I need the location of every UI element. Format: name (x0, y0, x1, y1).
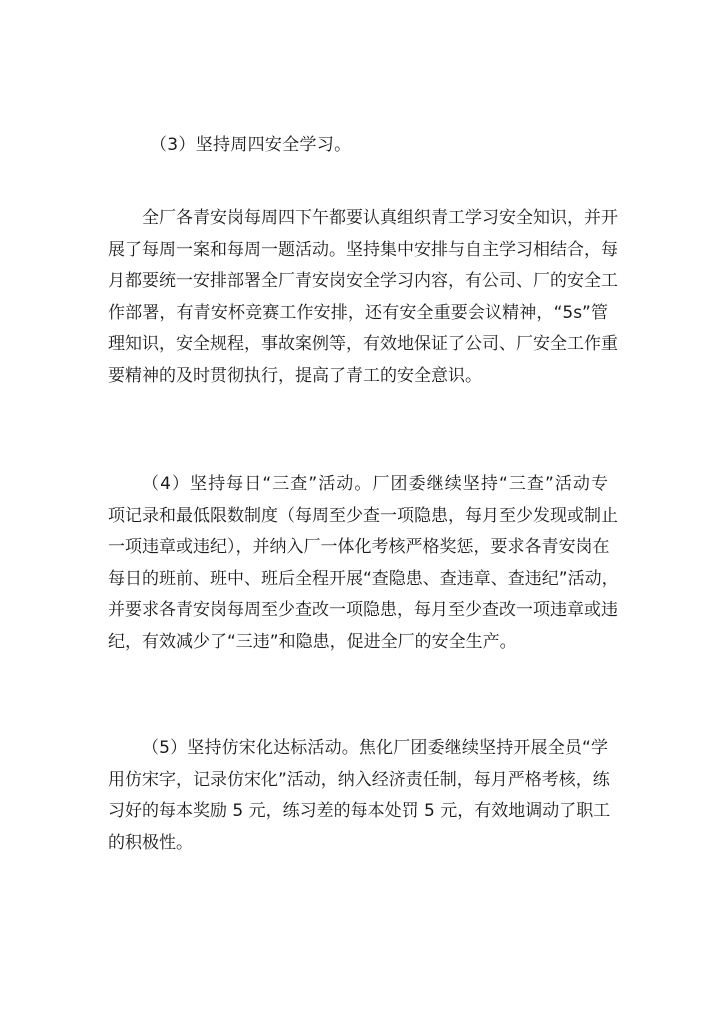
paragraph-line: 展了每周一案和每周一题活动。坚持集中安排与自主学习相结合，每 (108, 239, 618, 260)
section-3-heading: （3）坚持周四安全学习。 (150, 135, 352, 155)
paragraph-line: 并要求各青安岗每周至少查改一项隐患，每月至少查改一项违章或违 (108, 600, 618, 620)
paragraph-line: 用仿宋字，记录仿宋化”活动，纳入经济责任制，每月严格考核，练 (108, 769, 610, 790)
paragraph-line: 要精神的及时贯彻执行，提高了青工的安全意识。 (108, 365, 482, 386)
paragraph-line: 习好的每本奖励 5 元，练习差的每本处罚 5 元，有效地调动了职工 (108, 801, 611, 821)
paragraph-line: 项记录和最低限数制度（每周至少查一项隐患，每月至少发现或制止 (108, 505, 618, 526)
paragraph-line: 全厂各青安岗每周四下午都要认真组织青工学习安全知识，并开 (142, 208, 618, 228)
paragraph-line: 作部署，有青安杯竞赛工作安排，还有安全重要会议精神，“5s”管 (108, 302, 608, 323)
section-4-paragraph (108, 469, 619, 658)
paragraph-line: 月都要统一安排部署全厂青安岗安全学习内容，有公司、厂的安全工 (108, 271, 618, 291)
paragraph-line: 理知识，安全规程，事故案例等，有效地保证了公司、厂安全工作重 (108, 334, 618, 354)
paragraph-line: 的积极性。 (108, 832, 193, 853)
paragraph-line: （5）坚持仿宋化达标活动。焦化厂团委继续坚持开展全员“学 (142, 738, 608, 758)
paragraph-line: 纪，有效减少了“三违”和隐患，促进全厂的安全生产。 (108, 631, 517, 652)
paragraph-line: 每日的班前、班中、班后全程开展“查隐患、查违章、查违纪”活动， (108, 568, 619, 589)
section-5-paragraph (108, 733, 611, 859)
paragraph-line: （4）坚持每日“三查”活动。厂团委继续坚持“三查”活动专 (142, 474, 608, 494)
section-3-paragraph (108, 203, 618, 392)
paragraph-line: 一项违章或违纪），并纳入厂一体化考核严格奖惩，要求各青安岗在 (108, 537, 610, 557)
